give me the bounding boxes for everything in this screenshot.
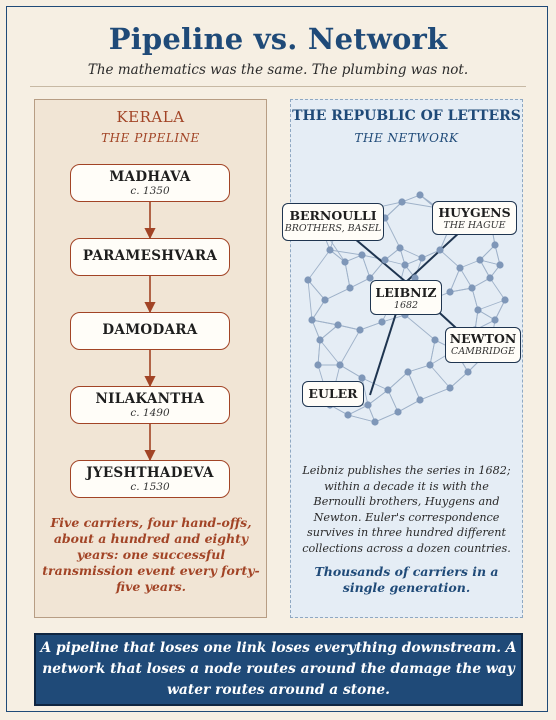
network-node xyxy=(446,384,453,391)
network-edge xyxy=(325,288,350,300)
label-leibniz xyxy=(370,280,442,315)
pipeline-heading: KERALA xyxy=(116,108,185,126)
network-node xyxy=(491,241,498,248)
network-edge xyxy=(375,412,398,422)
network-edge xyxy=(362,255,370,278)
node-date: c. 1490 xyxy=(130,407,170,419)
network-node xyxy=(474,306,481,313)
network-edge xyxy=(450,268,460,292)
network-note: Leibniz publishes the series in 1682; within a decade it is with the Bernoulli brothers, Huygens and Newton. Euler's correspondence survives in three hundred different collections across a dozen countries. xyxy=(302,464,511,555)
conclusion-text: A pipeline that loses one link loses everything downstream. A network that loses a node routes around the damage the way water routes around a stone. xyxy=(40,640,517,698)
pipeline-note: Five carriers, four hand-offs, about a hundred and eighty years: one successful transmission event every forty-five years. xyxy=(42,515,260,594)
label-name: NEWTON xyxy=(449,331,517,346)
network-edge xyxy=(405,315,435,340)
network-edge xyxy=(340,330,360,365)
network-edge xyxy=(308,280,312,320)
label-sub: BROTHERS, BASEL xyxy=(284,223,382,234)
network-edge xyxy=(388,390,398,412)
network-node xyxy=(308,316,315,323)
network-node xyxy=(418,254,425,261)
network-edge xyxy=(340,365,362,378)
network-edge xyxy=(430,340,435,365)
network-node xyxy=(304,276,311,283)
network-node xyxy=(364,401,371,408)
network-edge xyxy=(320,340,340,365)
label-euler xyxy=(302,381,364,407)
network-node xyxy=(468,284,475,291)
node-name: MADHAVA xyxy=(109,169,191,185)
network-node xyxy=(436,246,443,253)
node-date: c. 1530 xyxy=(130,481,170,493)
node-name: JYESHTHADEVA xyxy=(86,465,214,481)
network-heading: THE REPUBLIC OF LETTERS xyxy=(292,108,521,124)
network-emphasis: Thousands of carriers in a single generation. xyxy=(314,564,499,595)
network-node xyxy=(336,361,343,368)
label-sub: CAMBRIDGE xyxy=(451,346,515,357)
network-node xyxy=(398,198,405,205)
network-node xyxy=(316,336,323,343)
network-node xyxy=(381,256,388,263)
network-node xyxy=(456,264,463,271)
network-edge xyxy=(420,388,450,400)
network-edge xyxy=(308,280,325,300)
network-node xyxy=(491,316,498,323)
network-node xyxy=(464,368,471,375)
page-subtitle: The mathematics was the same. The plumbing was not. xyxy=(87,62,469,78)
label-bernoulli xyxy=(282,203,384,241)
network-node xyxy=(326,246,333,253)
network-node xyxy=(396,244,403,251)
network-node xyxy=(344,411,351,418)
network-node xyxy=(371,418,378,425)
network-node xyxy=(341,258,348,265)
network-node xyxy=(426,361,433,368)
network-node xyxy=(334,321,341,328)
network-node xyxy=(356,326,363,333)
network-node xyxy=(416,191,423,198)
network-node xyxy=(501,296,508,303)
pipeline-subheading: THE PIPELINE xyxy=(101,131,200,145)
network-node xyxy=(416,396,423,403)
network-node xyxy=(314,361,321,368)
label-huygens xyxy=(432,201,517,235)
pipeline-node-jyeshthadeva xyxy=(70,460,230,498)
label-sub: THE HAGUE xyxy=(443,220,506,231)
pipeline-node-nilakantha xyxy=(70,386,230,424)
label-sub: 1682 xyxy=(393,300,419,311)
network-node xyxy=(404,368,411,375)
network-edge xyxy=(388,372,408,390)
pipeline-node-parameshvara xyxy=(70,238,230,276)
network-edge xyxy=(312,320,338,325)
label-name: EULER xyxy=(308,386,358,401)
node-date: c. 1350 xyxy=(130,185,170,197)
network-node xyxy=(401,261,408,268)
label-name: LEIBNIZ xyxy=(375,285,437,300)
network-edge xyxy=(490,278,505,300)
network-node xyxy=(321,296,328,303)
network-edge xyxy=(308,250,330,280)
pipeline-node-madhava xyxy=(70,164,230,202)
network-node xyxy=(446,288,453,295)
network-subheading: THE NETWORK xyxy=(354,131,459,145)
network-node xyxy=(378,318,385,325)
network-edge xyxy=(318,340,320,365)
label-name: BERNOULLI xyxy=(289,208,377,223)
label-name: HUYGENS xyxy=(438,205,511,220)
network-edge xyxy=(400,248,422,258)
pipeline-node-damodara xyxy=(70,312,230,350)
network-node xyxy=(358,251,365,258)
network-node xyxy=(394,408,401,415)
network-edge xyxy=(450,372,468,388)
network-node xyxy=(496,261,503,268)
page-title: Pipeline vs. Network xyxy=(108,22,448,56)
node-name: NILAKANTHA xyxy=(95,391,205,407)
node-name: DAMODARA xyxy=(102,322,198,338)
node-name: PARAMESHVARA xyxy=(82,248,218,264)
network-node xyxy=(346,284,353,291)
label-newton xyxy=(445,327,521,363)
network-edge xyxy=(385,218,400,248)
network-node xyxy=(384,386,391,393)
network-edge xyxy=(430,365,450,388)
network-node xyxy=(476,256,483,263)
network-node xyxy=(486,274,493,281)
network-edge xyxy=(408,372,420,400)
network-node xyxy=(431,336,438,343)
network-edge xyxy=(348,415,375,422)
network-edge xyxy=(398,400,420,412)
network-edge xyxy=(345,262,350,288)
network-edge xyxy=(440,250,460,268)
